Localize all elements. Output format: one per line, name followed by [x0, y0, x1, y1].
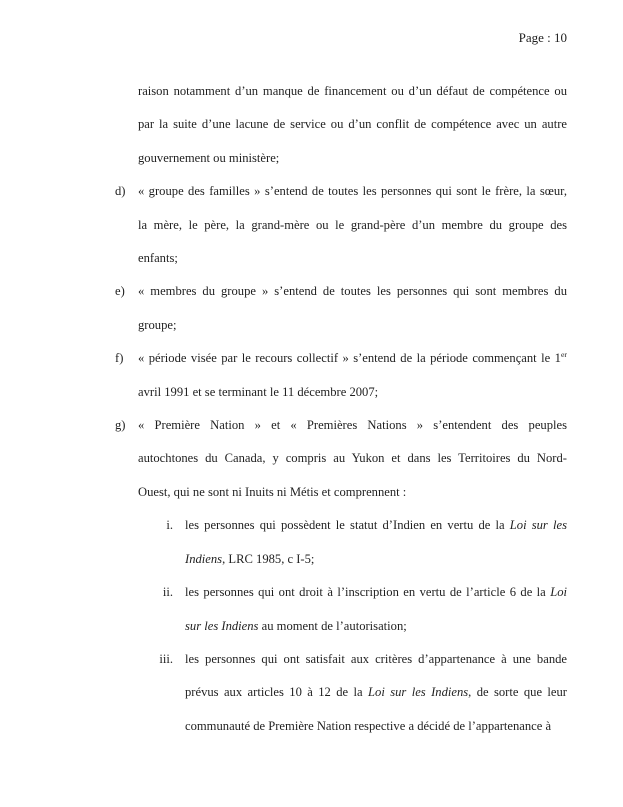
document-line [185, 576, 567, 609]
list-label: d) [115, 184, 126, 199]
document-line [138, 209, 567, 242]
text-segment: au moment de l’autorisation; [258, 618, 407, 633]
text-segment: , LRC 1985, c I-5; [222, 551, 315, 566]
text-segment: sur les Indiens [185, 618, 259, 633]
document-line [138, 376, 567, 409]
text-segment: « membres du groupe » s’entend de toutes les personnes qui sont membres du [138, 284, 567, 299]
page-number: Page : 10 [518, 30, 567, 45]
document-line [185, 543, 567, 576]
text-segment: groupe; [138, 317, 177, 332]
text-segment: enfants; [138, 251, 178, 266]
text-segment: Indiens [185, 551, 223, 566]
document-line [185, 509, 567, 542]
text-segment: Loi sur les Indiens [368, 685, 469, 700]
paragraph-e [115, 275, 567, 342]
text-segment: communauté de Première Nation respective a décidé de l’appartenance à [185, 718, 552, 733]
text-segment: Ouest, qui ne sont ni Inuits ni Métis et comprennent : [138, 484, 407, 499]
document-line [138, 476, 567, 509]
document-line [138, 342, 567, 375]
document-line [138, 242, 567, 275]
text-segment: , de sorte que leur [468, 685, 567, 700]
list-label: g) [115, 418, 126, 433]
text-segment: les personnes qui ont droit à l’inscription en vertu de l’article 6 de la [185, 585, 551, 600]
document-line [138, 442, 567, 475]
text-segment: Loi [550, 585, 567, 600]
document-line [138, 275, 567, 308]
paragraph-continuation [138, 75, 567, 175]
paragraph-iii [138, 643, 567, 743]
paragraph-g [115, 409, 567, 509]
document-line [185, 710, 567, 743]
document-line [138, 409, 567, 442]
document-line [185, 676, 567, 709]
text-segment: raison notamment d’un manque de financement ou d’un défaut de compétence ou [138, 84, 567, 98]
text-segment: Loi sur les [509, 518, 567, 533]
paragraph-i [138, 509, 567, 576]
list-label: f) [115, 351, 124, 366]
list-label: e) [115, 284, 125, 299]
document-line [138, 108, 567, 141]
document-body [115, 75, 567, 743]
text-segment: « Première Nation » et « Premières Nations » s’entendent des peuples [138, 418, 567, 433]
list-label: iii. [159, 651, 173, 666]
text-segment: par la suite d’une lacune de service ou d’un conflit de compétence avec un autre [138, 117, 567, 132]
document-line [185, 643, 567, 676]
list-label: ii. [162, 585, 173, 600]
list-label: i. [166, 518, 173, 533]
document-line [138, 75, 567, 108]
text-segment: autochtones du Canada, y compris au Yukon et dans les Territoires du Nord- [138, 451, 567, 466]
paragraph-d [115, 175, 567, 275]
document-line [138, 309, 567, 342]
text-segment: prévus aux articles 10 à 12 de la [185, 685, 369, 700]
text-segment: les personnes qui ont satisfait aux critères d’appartenance à une bande [185, 651, 567, 666]
paragraph-ii [138, 576, 567, 643]
text-segment: les personnes qui possèdent le statut d’Indien en vertu de la [185, 518, 510, 533]
text-segment: gouvernement ou ministère; [138, 150, 280, 165]
text-segment: « groupe des familles » s’entend de toutes les personnes qui sont le frère, la sœur, [138, 184, 567, 199]
document-line [138, 175, 567, 208]
document-line [138, 142, 567, 175]
text-segment: er [560, 350, 567, 360]
text-segment: avril 1991 et se terminant le 11 décembre 2007; [138, 384, 379, 399]
paragraph-f [115, 342, 567, 409]
document-line [185, 610, 567, 643]
text-segment: « période visée par le recours collectif » s’entend de la période commençant le 1 [138, 351, 561, 366]
text-segment: la mère, le père, la grand-mère ou le grand-père d’un membre du groupe des [138, 217, 567, 232]
